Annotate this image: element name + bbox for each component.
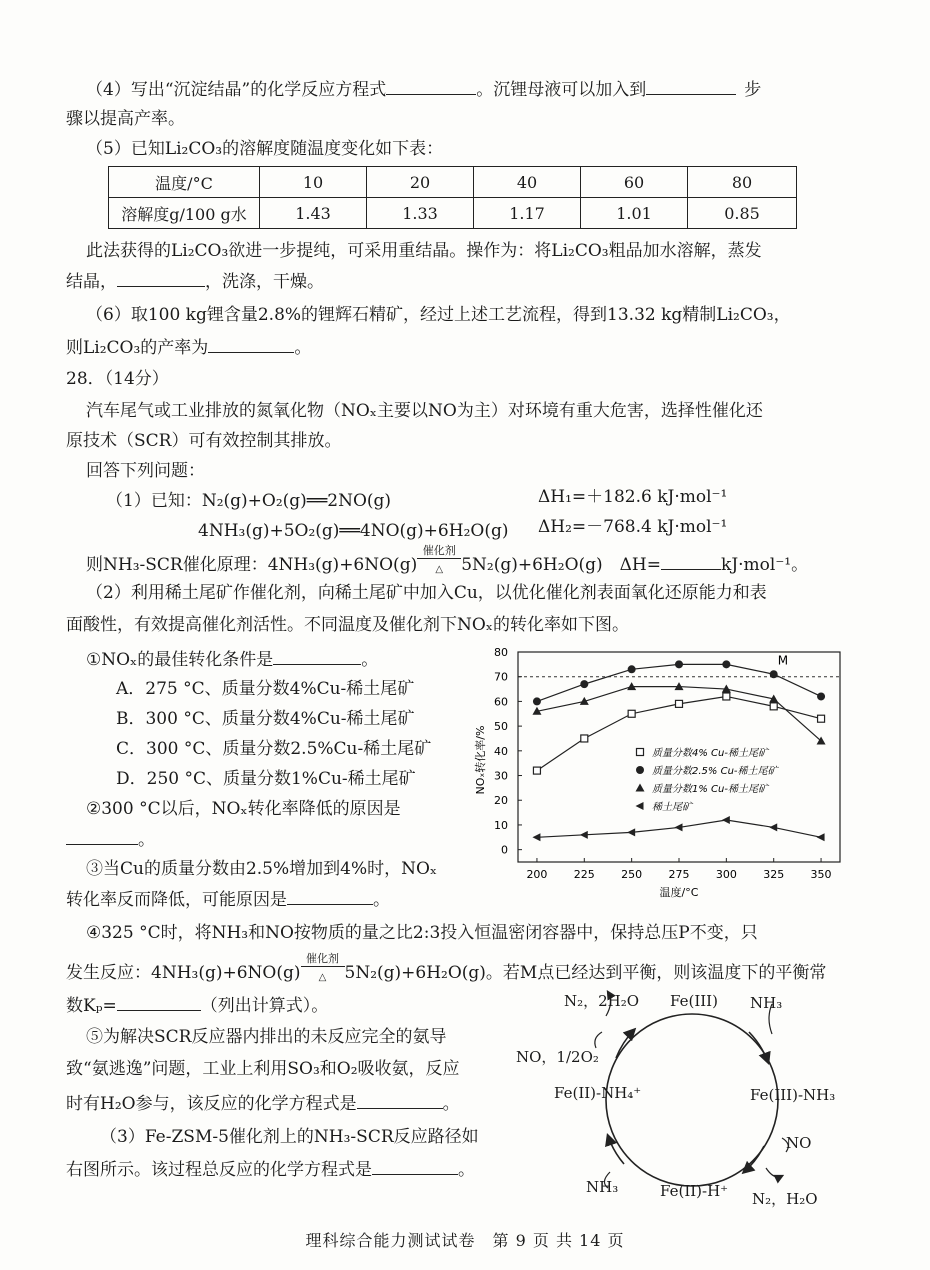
option-a[interactable]: A．275 °C、质量分数4%Cu-稀土尾矿 [116,679,415,699]
legend-entry: 质量分数2.5% Cu-稀土尾矿 [652,766,778,777]
table-row: 溶解度g/100 g水 1.43 1.33 1.17 1.01 0.85 [109,198,797,229]
answer-blank[interactable] [208,336,294,353]
data-point [580,680,588,688]
data-point [637,749,644,756]
q28-para2: 原技术（SCR）可有效控制其排放。 [66,431,342,451]
y-tick-label: 40 [494,744,508,758]
s2-line2: 面酸性，有效提高催化剂活性。不同温度及催化剂下NOₓ的转化率如下图。 [66,615,630,635]
data-point [533,697,541,705]
answer-blank[interactable] [66,828,138,845]
x-tick-label: 250 [621,868,643,881]
y-tick-label: 60 [494,695,508,709]
q6-line1: （6）取100 kg锂含量2.8%的锂辉石精矿，经过上述工艺流程，得到13.32 kg精制Li₂CO₃， [86,305,791,325]
eq1-dh: ΔH₁=＋182.6 kJ·mol⁻¹ [538,487,728,507]
q-cu-line2: 转化率反而降低，可能原因是 。 [66,890,390,910]
page-footer: 理科综合能力测试试卷 第 9 页 共 14 页 [305,1231,625,1250]
data-point [627,828,635,836]
cycle-n2-h2o: N₂，2H₂O [564,992,640,1010]
answer-blank[interactable] [646,78,736,95]
q5-line2: 结晶， ，洗涤，干燥。 [66,272,324,292]
x-tick-label: 225 [573,868,595,881]
cycle-fe2-h: Fe(II)-H⁺ [660,1182,729,1200]
y-axis-label: NOₓ转化率/% [474,725,487,795]
q28-heading: 28．（14分） [66,369,169,389]
legend-entry: 稀土尾矿 [652,802,692,813]
data-point [636,766,644,774]
data-point [770,670,778,678]
data-point [722,816,730,824]
catalyst-arrow: 催化剂 △ [301,958,345,978]
data-point [818,715,825,722]
q4-line2: 骤以提高产率。 [66,109,185,129]
annotation-m: M [777,653,789,668]
y-tick-label: 70 [494,670,508,684]
data-point [636,784,645,792]
q-cu-line1: ③当Cu的质量分数由2.5%增加到4%时，NOₓ [86,859,438,879]
q-decrease-reason: ②300 °C以后，NOₓ转化率降低的原因是 [86,799,401,819]
answer-blank[interactable] [117,270,205,287]
eq2: 4NH₃(g)+5O₂(g)══4NO(g)+6H₂O(g) [198,521,509,541]
data-point [636,802,644,810]
cycle-no-in: NO [786,1134,812,1152]
x-tick-label: 325 [763,868,785,881]
eq2-dh: ΔH₂=－768.4 kJ·mol⁻¹ [538,517,728,537]
option-d[interactable]: D．250 °C、质量分数1%Cu-稀土尾矿 [116,769,416,789]
catalyst-arrow: 催化剂 △ [417,550,461,570]
q28-para1: 汽车尾气或工业排放的氮氧化物（NOₓ主要以NO为主）对环境有重大危害，选择性催化还 [86,401,763,421]
s2-line1: （2）利用稀土尾矿作催化剂，向稀土尾矿中加入Cu，以优化催化剂表面氧化还原能力和表 [86,583,767,603]
cycle-fe3-nh3: Fe(III)-NH₃ [750,1086,836,1104]
nox-conversion-chart [462,640,862,900]
table-header-solubility: 溶解度g/100 g水 [109,198,260,229]
cycle-fe3: Fe(III) [670,992,718,1010]
y-tick-label: 10 [494,818,508,832]
q6-line2: 则Li₂CO₃的产率为 。 [66,338,312,358]
data-point [628,710,635,717]
answer-blank[interactable] [372,1158,458,1175]
cycle-nh3-out: NH₃ [586,1178,619,1196]
legend-entry: 质量分数1% Cu-稀土尾矿 [652,784,768,795]
eq1: （1）已知：N₂(g)+O₂(g)══2NO(g) [106,491,392,511]
q5-line1: 此法获得的Li₂CO₃欲进一步提纯，可采用重结晶。操作为：将Li₂CO₃粗品加水溶解，蒸发 [86,241,762,261]
data-point [675,823,683,831]
y-tick-label: 20 [494,794,508,808]
x-tick-label: 275 [668,868,690,881]
q-ammonia-line3: 时有H₂O参与，该反应的化学方程式是 。 [66,1094,460,1114]
answer-blank[interactable] [661,553,721,570]
s3-line2: 右图所示。该过程总反应的化学方程式是 。 [66,1160,475,1180]
legend-entry: 质量分数4% Cu-稀土尾矿 [652,748,768,759]
data-point [581,735,588,742]
q-kp-line2: 发生反应：4NH₃(g)+6NO(g) 催化剂 △ 5N₂(g)+6H₂O(g)。若M点已经达到平衡，则该温度下的平衡常 [66,952,827,983]
q5-intro: （5）已知Li₂CO₃的溶解度随温度变化如下表： [86,139,444,159]
data-point [817,692,825,700]
y-tick-label: 80 [494,646,508,659]
answer-blank[interactable] [386,78,476,95]
data-point [770,703,777,710]
data-point [675,660,683,668]
cycle-no-o2: NO，1/2O₂ [516,1048,599,1066]
data-point [533,767,540,774]
cycle-nh3-in: NH₃ [750,994,783,1012]
q-kp-line3: 数Kₚ= （列出计算式）。 [66,996,329,1016]
y-tick-label: 0 [501,843,508,857]
scr-principle: 则NH₃-SCR催化原理：4NH₃(g)+6NO(g) 催化剂 △ 5N₂(g)+6H₂O(g) ΔH= kJ·mol⁻¹。 [86,544,809,575]
reaction-cycle-diagram [514,986,854,1208]
data-point [628,665,636,673]
q-ammonia-line1: ⑤为解决SCR反应器内排出的未反应完全的氨导 [86,1027,447,1047]
data-point [580,831,588,839]
answer-blank[interactable] [287,888,373,905]
table-row: 温度/°C 10 20 40 60 80 [109,167,797,198]
solubility-table [108,166,797,229]
data-point [722,660,730,668]
x-axis-label: 温度/°C [659,886,699,899]
y-tick-label: 30 [494,769,508,783]
data-point [769,823,777,831]
data-point [723,693,730,700]
cycle-fe2-nh4: Fe(II)-NH₄⁺ [554,1084,642,1102]
data-point [532,833,540,841]
answer-blank[interactable] [357,1092,443,1109]
y-tick-label: 50 [494,720,508,734]
q-kp-line1: ④325 °C时，将NH₃和NO按物质的量之比2:3投入恒温密闭容器中，保持总压P不变，只 [86,923,758,943]
cycle-n2-h2o-out: N₂，H₂O [752,1190,818,1208]
answer-blank[interactable] [117,994,201,1011]
q28-para3: 回答下列问题： [86,461,205,481]
answer-blank[interactable] [273,648,361,665]
x-tick-label: 350 [810,868,832,881]
x-tick-label: 300 [715,868,737,881]
option-b[interactable]: B．300 °C、质量分数4%Cu-稀土尾矿 [116,709,415,729]
q-best-condition: ①NOₓ的最佳转化条件是 。 [86,650,379,670]
data-point [817,833,825,841]
q-ammonia-line2: 致“氨逃逸”问题，工业上利用SO₃和O₂吸收氨，反应 [66,1059,460,1079]
data-point [676,700,683,707]
x-tick-label: 200 [526,868,548,881]
option-c[interactable]: C．300 °C、质量分数2.5%Cu-稀土尾矿 [116,739,432,759]
q4-line1: （4）写出“沉淀结晶”的化学反应方程式 。沉锂母液可以加入到 步 [86,80,762,100]
series-line [537,687,821,741]
q-decrease-blank: 。 [66,828,155,851]
s3-line1: （3）Fe-ZSM-5催化剂上的NH₃-SCR反应路径如 [100,1127,479,1147]
table-header-temp: 温度/°C [109,167,260,198]
